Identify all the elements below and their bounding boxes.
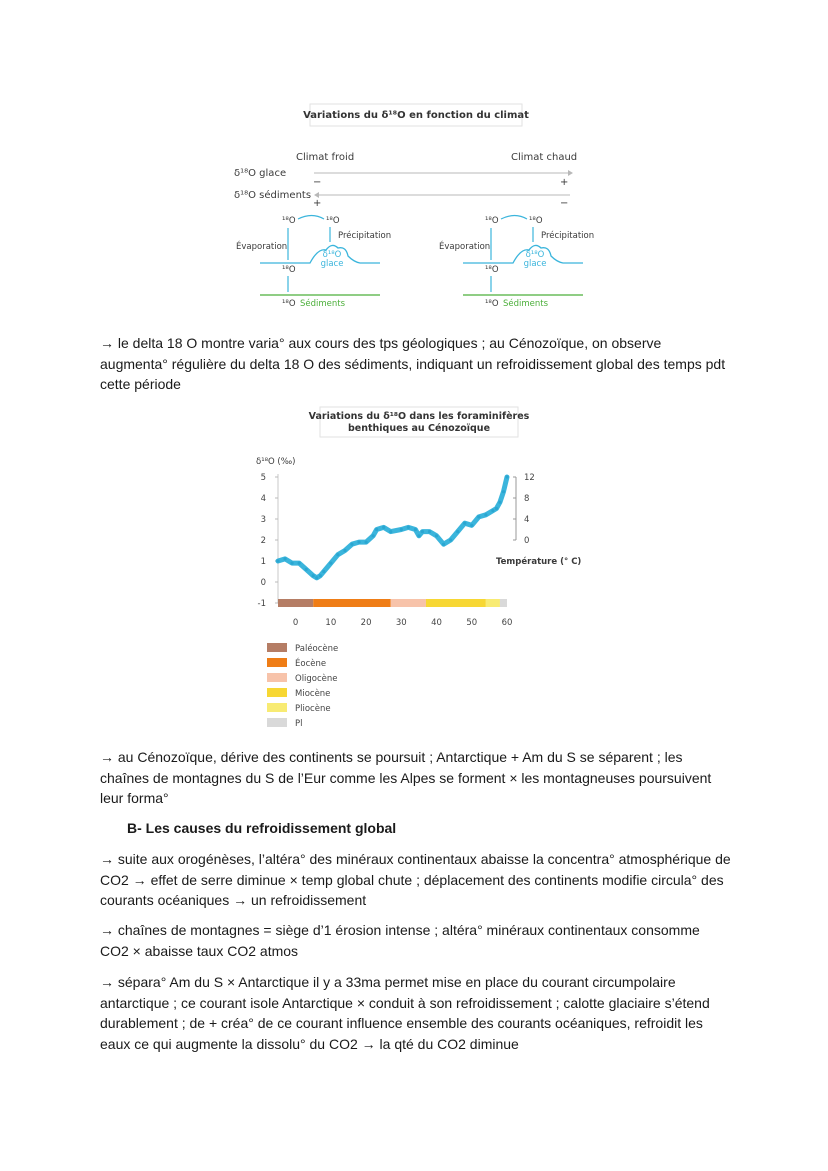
warm-climate-panel: [439, 216, 594, 310]
ice-d18o-label: δ¹⁸O: [322, 250, 342, 260]
delta18o-data-point: [484, 513, 487, 516]
paragraph-orogenesis: → suite aux orogénèses, l’altéra° des minéraux continentaux abaisse la concentra° atmosphérique de CO2 → effet de serre diminue × temp global chute ; déplacement des continents modifie circula° des courants océaniques → un refroidissement: [100, 851, 731, 908]
delta18o-data-point: [315, 576, 318, 579]
sediment-row-label: δ¹⁸O sédiments: [234, 190, 312, 201]
ice-row-label: δ¹⁸O glace: [234, 168, 287, 179]
delta18o-data-point: [350, 543, 353, 546]
cold-climate-label: Climat froid: [296, 152, 355, 163]
o18-sediment-label: ¹⁸O: [485, 299, 499, 309]
o18-top-left-label: ¹⁸O: [485, 216, 499, 226]
delta18o-data-point: [322, 570, 325, 573]
y-axis-label: δ¹⁸O (‰): [256, 457, 296, 467]
x-tick-label: 30: [395, 618, 407, 628]
warm-climate-label: Climat chaud: [511, 152, 578, 163]
ice-d18o-label: δ¹⁸O: [525, 250, 545, 260]
evaporation-label: Évaporation: [439, 242, 491, 252]
delta18o-data-point: [283, 557, 286, 560]
delta18o-data-point: [364, 541, 367, 544]
transport-arrow: [501, 216, 527, 220]
paragraph-delta18o: → le delta 18 O montre varia° aux cours des tps géologiques ; au Cénozoïque, on observe augmenta° régulière du delta 18 O des sédiments, indiquant un refroidissement global des temps pdt cette période: [100, 335, 726, 392]
legend-swatch: [267, 703, 287, 712]
y-tick-label: 2: [260, 536, 266, 546]
chart-plot-area: [258, 473, 535, 729]
y-tick-label: -1: [257, 599, 266, 609]
legend-swatch: [267, 658, 287, 667]
legend-swatch: [267, 643, 287, 652]
y-tick-label: 5: [260, 473, 266, 483]
sediment-minus-sign: −: [560, 198, 569, 209]
paragraph-mountains: → chaînes de montagnes = siège d’1 érosion intense ; altéra° minéraux continentaux consomme CO2 × abaisse taux CO2 atmos: [100, 922, 700, 959]
ice-minus-sign: −: [313, 177, 322, 188]
delta18o-data-point: [456, 530, 459, 533]
delta18o-data-point: [463, 522, 466, 525]
delta18o-data-point: [382, 526, 385, 529]
transport-arrow: [298, 216, 324, 220]
legend-label: Paléocène: [295, 644, 339, 654]
y-tick-label: 0: [260, 578, 266, 588]
legend-label: Pliocène: [295, 704, 331, 714]
x-tick-label: 60: [501, 618, 513, 628]
o18-top-right-label: ¹⁸O: [326, 216, 340, 226]
legend-label: Pl: [295, 719, 303, 729]
figure1-title: Variations du δ¹⁸O en fonction du climat: [303, 110, 529, 121]
delta18o-data-point: [400, 528, 403, 531]
chart-title-line2: benthiques au Cénozoïque: [347, 423, 491, 434]
paragraph-circumpolar-current: → sépara° Am du S × Antarctique il y a 33ma permet mise en place du courant circumpolaire antarctique ; ce courant isole Antarctique × conduit à son refroidissement ; calotte glaciaire s’étend durablement ; de + créa° de ce courant influence ensemble des courants océaniques, refroidit les eaux ce qui augmente la dissolu° du CO2 → la qté du CO2 diminue: [100, 974, 710, 1052]
delta18o-data-point: [336, 553, 339, 556]
delta18o-data-point: [414, 528, 417, 531]
delta18o-data-point: [491, 509, 494, 512]
delta18o-data-point: [312, 574, 315, 577]
evaporation-label: Évaporation: [236, 242, 288, 252]
ice-glace-label: glace: [523, 259, 547, 269]
delta18o-data-point: [407, 526, 410, 529]
o18-ocean-label: ¹⁸O: [485, 265, 499, 275]
delta18o-data-point: [502, 490, 505, 493]
delta18o-data-point: [389, 530, 392, 533]
legend-swatch: [267, 718, 287, 727]
section-heading: B- Les causes du refroidissement global: [127, 820, 397, 836]
delta18o-data-point: [329, 562, 332, 565]
precipitation-label: Précipitation: [338, 231, 392, 241]
y-tick-label: 4: [260, 494, 266, 504]
y-tick-label: 3: [260, 515, 266, 525]
delta18o-data-point: [470, 524, 473, 527]
x-tick-label: 0: [292, 618, 299, 628]
y2-tick-label: 8: [524, 494, 530, 504]
delta18o-series-line: [278, 477, 507, 578]
legend-label: Éocène: [295, 659, 327, 669]
y2-tick-label: 4: [524, 515, 530, 525]
delta18o-data-point: [435, 534, 438, 537]
y2-axis-label: Température (° C): [496, 557, 582, 567]
delta18o-climate-diagram: [220, 100, 600, 315]
delta18o-data-point: [298, 562, 301, 565]
delta18o-data-point: [505, 475, 508, 478]
delta18o-data-point: [319, 574, 322, 577]
cenozoic-delta18o-chart: [250, 405, 590, 735]
delta18o-data-point: [498, 501, 501, 504]
o18-ocean-label: ¹⁸O: [282, 265, 296, 275]
precipitation-label: Précipitation: [541, 231, 595, 241]
delta18o-data-point: [357, 541, 360, 544]
ice-glace-label: glace: [320, 259, 344, 269]
delta18o-data-point: [305, 568, 308, 571]
o18-top-right-label: ¹⁸O: [529, 216, 543, 226]
delta18o-data-point: [442, 543, 445, 546]
sediment-plus-sign: +: [313, 198, 322, 209]
legend-swatch: [267, 688, 287, 697]
ice-plus-sign: +: [560, 177, 569, 188]
chart-title-line1: Variations du δ¹⁸O dans les foraminifères: [308, 411, 530, 422]
epoch-bar-segment: [486, 599, 500, 607]
delta18o-data-point: [421, 530, 424, 533]
delta18o-data-point: [449, 538, 452, 541]
x-tick-label: 20: [360, 618, 372, 628]
x-tick-label: 10: [325, 618, 337, 628]
delta18o-data-point: [477, 515, 480, 518]
epoch-bar-segment: [426, 599, 486, 607]
epoch-bar-segment: [278, 599, 313, 607]
x-tick-label: 40: [431, 618, 442, 628]
epoch-bar-segment: [391, 599, 426, 607]
y2-tick-label: 0: [524, 536, 530, 546]
sediments-label: Sédiments: [300, 299, 346, 309]
delta18o-data-point: [372, 534, 375, 537]
delta18o-data-point: [428, 530, 431, 533]
paragraph-continental-drift: → au Cénozoïque, dérive des continents se poursuit ; Antarctique + Am du S se séparent ; les chaînes de montagnes du S de l’Eur comme les Alpes se forment × les montagneuses poursuivent leur forma°: [100, 749, 712, 806]
o18-sediment-label: ¹⁸O: [282, 299, 296, 309]
o18-top-left-label: ¹⁸O: [282, 216, 296, 226]
y-tick-label: 1: [260, 557, 266, 567]
legend-label: Oligocène: [295, 674, 338, 684]
legend-swatch: [267, 673, 287, 682]
delta18o-data-point: [417, 534, 420, 537]
cold-climate-panel: [236, 216, 391, 310]
epoch-bar-segment: [500, 599, 507, 607]
epoch-bar-segment: [313, 599, 391, 607]
y2-tick-label: 12: [524, 473, 535, 483]
sediments-label: Sédiments: [503, 299, 549, 309]
delta18o-data-point: [290, 562, 293, 565]
delta18o-data-point: [276, 559, 279, 562]
delta18o-data-point: [495, 507, 498, 510]
ice-row-arrowhead: [568, 170, 573, 176]
delta18o-data-point: [375, 528, 378, 531]
legend-label: Miocène: [295, 689, 331, 699]
x-tick-label: 50: [466, 618, 478, 628]
delta18o-data-point: [343, 549, 346, 552]
